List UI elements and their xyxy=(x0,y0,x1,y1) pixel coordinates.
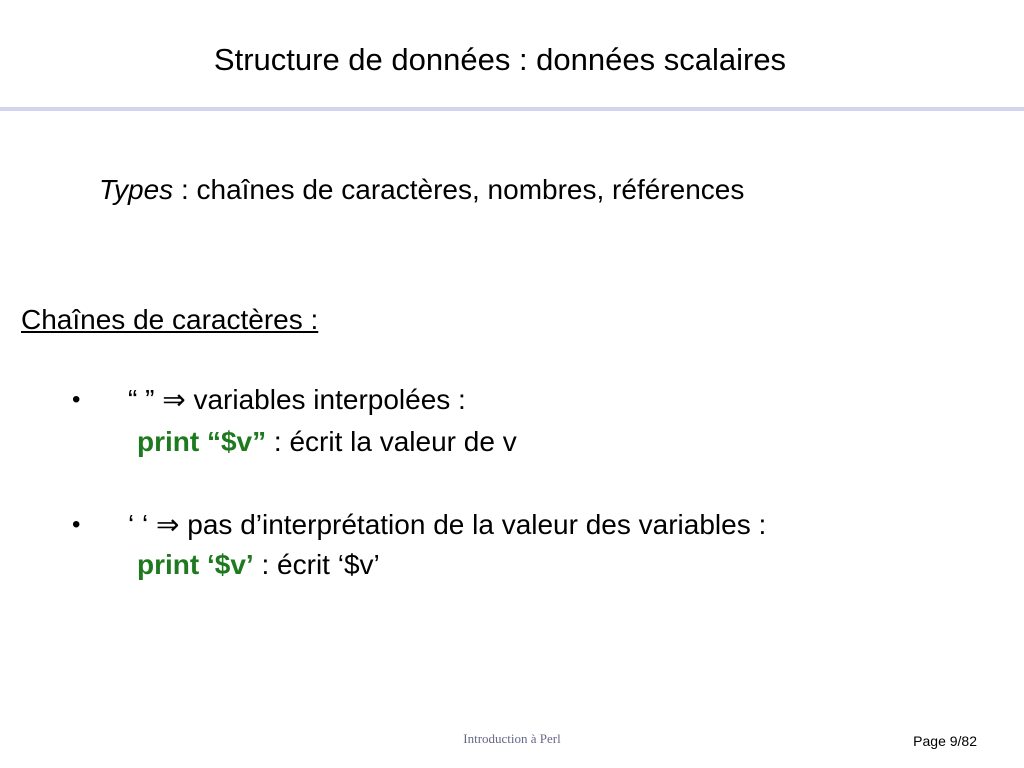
slide-title: Structure de données : données scalaires xyxy=(213,42,787,77)
bullet-line-1 xyxy=(128,380,466,420)
double-quotes-symbol: “ ” xyxy=(128,384,155,415)
types-line xyxy=(99,170,744,210)
bullet-example-2 xyxy=(137,545,380,585)
code-example: print “$v” xyxy=(137,426,267,457)
types-label: Types xyxy=(99,174,174,205)
footer-course-title: Introduction à Perl xyxy=(463,731,561,746)
bullet-text: variables interpolées : xyxy=(185,384,466,415)
bullet-example-1 xyxy=(137,422,517,462)
single-quotes-symbol: ‘ ‘ xyxy=(128,509,149,540)
page-number: Page 9/82 xyxy=(913,733,977,749)
bullet-marker: • xyxy=(72,511,81,538)
code-result: : écrit ‘$v’ xyxy=(253,549,380,580)
bullet-line-2 xyxy=(128,505,766,545)
section-heading: Chaînes de caractères : xyxy=(21,304,319,335)
code-result: : écrit la valeur de v xyxy=(266,426,517,457)
code-example: print ‘$v’ xyxy=(137,549,254,580)
types-text: : chaînes de caractères, nombres, références xyxy=(173,174,745,205)
bullet-text: pas d’interprétation de la valeur des variables : xyxy=(179,509,767,540)
implies-arrow-icon: ⇒ xyxy=(162,384,186,415)
bullet-marker: • xyxy=(72,386,81,413)
title-divider xyxy=(0,107,1024,111)
implies-arrow-icon: ⇒ xyxy=(156,509,180,540)
